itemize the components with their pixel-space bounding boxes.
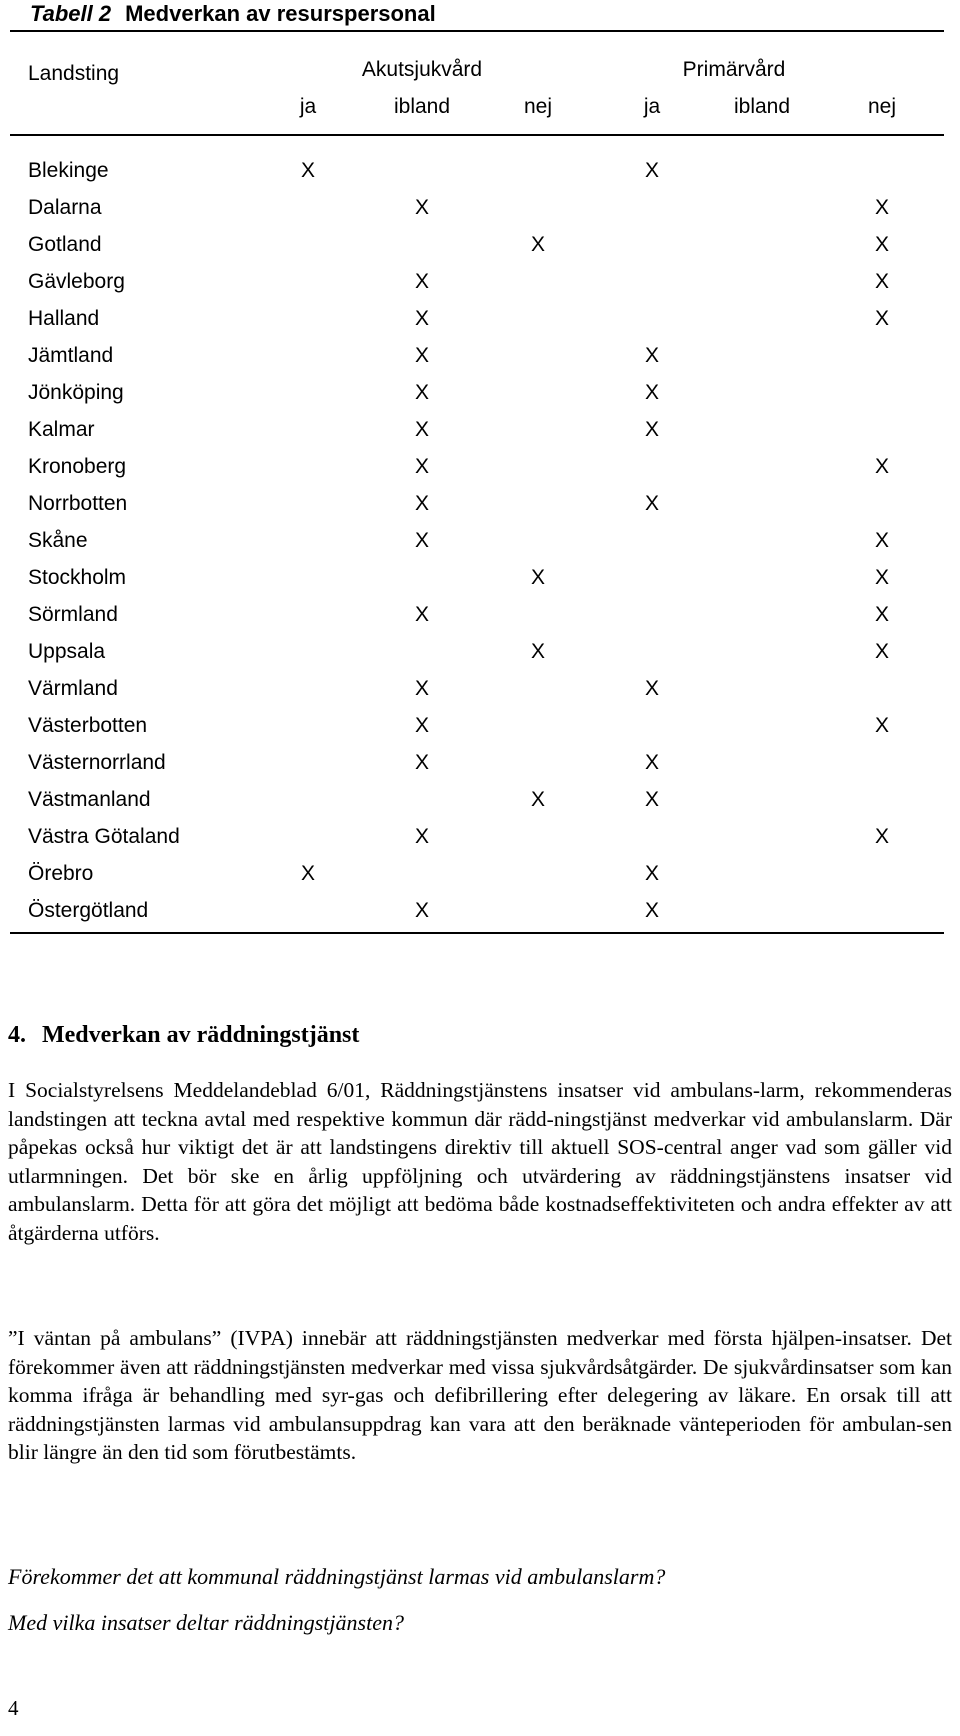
question-1: Förekommer det att kommunal räddningstjänst larmas vid ambulanslarm? bbox=[8, 1564, 666, 1589]
header-primarvard: Primärvård bbox=[682, 58, 786, 81]
mark-akut-ibland: X bbox=[414, 418, 430, 441]
row-landsting: Gävleborg bbox=[28, 270, 125, 293]
table-bottom-rule bbox=[10, 932, 944, 934]
mark-primar-ja: X bbox=[644, 751, 660, 774]
mark-primar-nej: X bbox=[874, 307, 890, 330]
paragraph-2-text: ”I väntan på ambulans” (IVPA) innebär att räddningstjänsten medverkar med första hjälpen-insatser. Det förekommer även att räddningstjänsten medverkar med vissa sjukvårdsåtgärder. De sjukvårdinsatser som kan komma ifråga är behandling med syr-gas och defibrillering efter delegering av läkare. En orsak till att räddningstjänsten larmas vid ambulansuppdrag kan vara att den beräknade vänteperioden för ambulan-sen blir längre än den tid som förutbestämts. bbox=[8, 1326, 952, 1464]
row-landsting: Sörmland bbox=[28, 603, 118, 626]
row-landsting: Stockholm bbox=[28, 566, 127, 589]
mark-primar-ja: X bbox=[644, 899, 660, 922]
mark-primar-nej: X bbox=[874, 455, 890, 478]
row-landsting: Västra Götaland bbox=[28, 825, 180, 848]
mark-primar-ja: X bbox=[644, 788, 660, 811]
mark-primar-nej: X bbox=[874, 825, 890, 848]
mark-akut-nej: X bbox=[530, 566, 546, 589]
paragraph-1 bbox=[8, 1076, 952, 1247]
mark-akut-ibland: X bbox=[414, 270, 430, 293]
row-landsting: Kronoberg bbox=[28, 455, 127, 478]
section-title: Medverkan av räddningstjänst bbox=[42, 1022, 360, 1048]
mark-akut-ibland: X bbox=[414, 196, 430, 219]
row-landsting: Jönköping bbox=[28, 381, 124, 404]
subheader-primar-ja: ja bbox=[643, 95, 661, 118]
row-landsting: Östergötland bbox=[28, 899, 149, 922]
paragraph-1-text: I Socialstyrelsens Meddelandeblad 6/01, Räddningstjänstens insatser vid ambulans-larm, rekommenderas landstingen att teckna avtal med respektive kommun där rädd-ningstjänst medverkar vid ambulanslarm. Där påpekas också hur viktigt det är att landstingens direktiv till aktuell SOS-central anger vad som gäller vid utlarmningen. Det bör ske en årlig uppföljning och utvärdering av räddningstjänstens insatser vid ambulanslarm. Detta för att göra det möjligt att bedöma både kostnadseffektiviteten och andra effekter av att åtgärderna utförs. bbox=[8, 1078, 952, 1245]
mark-primar-nej: X bbox=[874, 529, 890, 552]
subheader-akut-ibland: ibland bbox=[393, 95, 451, 118]
mark-primar-nej: X bbox=[874, 196, 890, 219]
mark-akut-ibland: X bbox=[414, 307, 430, 330]
mark-primar-ja: X bbox=[644, 418, 660, 441]
table-number: Tabell 2 bbox=[30, 1, 112, 26]
mark-akut-ibland: X bbox=[414, 455, 430, 478]
mark-akut-ibland: X bbox=[414, 751, 430, 774]
row-landsting: Västmanland bbox=[28, 788, 151, 811]
subheader-akut-ja: ja bbox=[299, 95, 317, 118]
section-number: 4. bbox=[8, 1022, 26, 1048]
mark-akut-ibland: X bbox=[414, 344, 430, 367]
mark-primar-ja: X bbox=[644, 159, 660, 182]
row-landsting: Värmland bbox=[28, 677, 118, 700]
header-landsting: Landsting bbox=[28, 62, 120, 85]
mark-akut-ibland: X bbox=[414, 492, 430, 515]
page-number: 4 bbox=[8, 1696, 19, 1720]
table-top-rule bbox=[10, 30, 944, 32]
row-landsting: Norrbotten bbox=[28, 492, 128, 515]
row-landsting: Gotland bbox=[28, 233, 102, 256]
row-landsting: Västerbotten bbox=[28, 714, 148, 737]
table-title bbox=[10, 0, 944, 28]
row-landsting: Dalarna bbox=[28, 196, 102, 219]
mark-akut-nej: X bbox=[530, 233, 546, 256]
mark-akut-ibland: X bbox=[414, 714, 430, 737]
mark-akut-ibland: X bbox=[414, 603, 430, 626]
question-2: Med vilka insatser deltar räddningstjänsten? bbox=[8, 1610, 404, 1635]
mark-primar-nej: X bbox=[874, 640, 890, 663]
row-landsting: Blekinge bbox=[28, 159, 109, 182]
mark-primar-nej: X bbox=[874, 566, 890, 589]
row-landsting: Jämtland bbox=[28, 344, 114, 367]
mark-primar-ja: X bbox=[644, 677, 660, 700]
mark-primar-nej: X bbox=[874, 714, 890, 737]
table-caption: Medverkan av resurspersonal bbox=[125, 1, 436, 26]
mark-akut-nej: X bbox=[530, 640, 546, 663]
mark-akut-ibland: X bbox=[414, 825, 430, 848]
mark-akut-ja: X bbox=[300, 159, 316, 182]
mark-primar-ja: X bbox=[644, 381, 660, 404]
header-akutsjukvard: Akutsjukvård bbox=[361, 58, 483, 81]
row-landsting: Kalmar bbox=[28, 418, 95, 441]
mark-akut-ibland: X bbox=[414, 529, 430, 552]
subheader-akut-nej: nej bbox=[523, 95, 553, 118]
row-landsting: Halland bbox=[28, 307, 100, 330]
mark-primar-nej: X bbox=[874, 603, 890, 626]
subheader-primar-ibland: ibland bbox=[733, 95, 791, 118]
row-landsting: Uppsala bbox=[28, 640, 106, 663]
mark-akut-ibland: X bbox=[414, 381, 430, 404]
mark-akut-ibland: X bbox=[414, 899, 430, 922]
row-landsting: Skåne bbox=[28, 529, 88, 552]
mark-akut-ja: X bbox=[300, 862, 316, 885]
mark-primar-nej: X bbox=[874, 233, 890, 256]
paragraph-2 bbox=[8, 1324, 952, 1467]
section-heading bbox=[8, 1022, 359, 1049]
mark-akut-nej: X bbox=[530, 788, 546, 811]
mark-akut-ibland: X bbox=[414, 677, 430, 700]
mark-primar-ja: X bbox=[644, 492, 660, 515]
mark-primar-ja: X bbox=[644, 344, 660, 367]
mark-primar-nej: X bbox=[874, 270, 890, 293]
header-rule bbox=[10, 134, 944, 136]
subheader-primar-nej: nej bbox=[867, 95, 897, 118]
row-landsting: Örebro bbox=[28, 862, 94, 885]
row-landsting: Västernorrland bbox=[28, 751, 166, 774]
mark-primar-ja: X bbox=[644, 862, 660, 885]
